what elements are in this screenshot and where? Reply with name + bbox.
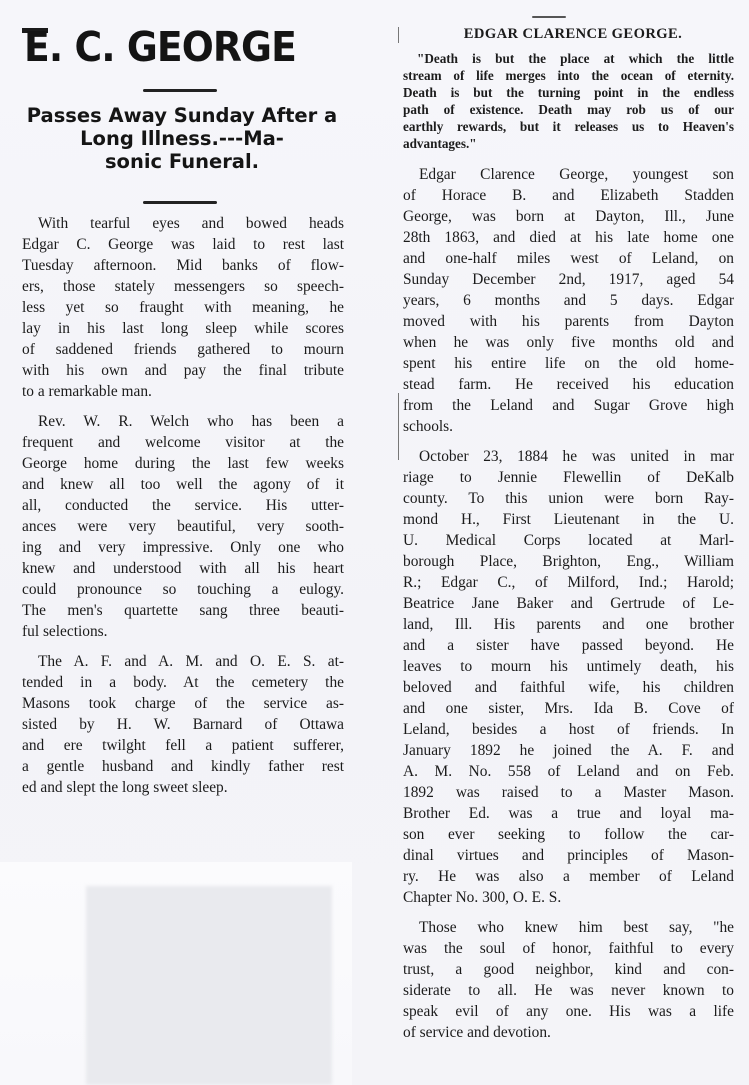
text-line: George, was born at Dayton, Ill., June [403, 208, 734, 225]
text-line: a gentle husband and kindly father rest [22, 758, 344, 775]
text-line: ful selections. [22, 623, 108, 640]
column-divider [398, 393, 399, 433]
text-line: Tuesday afternoon. Mid banks of flow- [22, 257, 344, 274]
text-line: R.; Edgar C., of Milford, Ind.; Harold; [403, 574, 734, 591]
text-line: stead farm. He received his education [403, 376, 734, 393]
text-line: of saddened friends gathered to mourn [22, 341, 344, 358]
text-line: mond H., First Lieutenant in the U. [403, 511, 734, 528]
text-line: to a remarkable man. [22, 383, 152, 400]
left-article-body [22, 213, 344, 798]
text-line: from the Leland and Sugar Grove high [403, 397, 734, 414]
text-line: January 1892 he joined the A. F. and [403, 742, 734, 759]
text-line: A. M. No. 558 of Leland and on Feb. [403, 763, 734, 780]
text-line: land, Ill. His parents and one brother [403, 616, 734, 633]
quote-line: advantages." [403, 136, 477, 151]
text-line: October 23, 1884 he was united in mar [419, 448, 734, 465]
text-line: all, conducted the service. His utter- [22, 497, 344, 514]
text-line: and knew all too well the agony of it [22, 476, 344, 493]
headline-divider [143, 89, 217, 92]
text-line: The men's quartette sang three beauti- [22, 602, 344, 619]
text-line: ers, those stately messengers so speech- [22, 278, 344, 295]
text-line: years, 6 months and 5 days. Edgar [403, 292, 734, 309]
text-line: with his own and pay the final tribute [22, 362, 344, 379]
text-line: of Horace B. and Elizabeth Stadden [403, 187, 734, 204]
text-line: leaves to mourn his untimely death, his [403, 658, 734, 675]
right-title-ink-mark [532, 16, 566, 18]
epigraph-quote [403, 50, 734, 152]
text-line: spent his entire life on the old home- [403, 355, 734, 372]
text-line: knew and understood with all his heart [22, 560, 344, 577]
text-line: Edgar C. George was laid to rest last [22, 236, 344, 253]
paragraph-gap [403, 908, 734, 917]
subheadline [10, 104, 354, 173]
text-line: moved with his parents from Dayton [403, 313, 734, 330]
text-line: Those who knew him best say, "he [419, 919, 734, 936]
text-line: siderate to all. He was never known to [403, 982, 734, 999]
text-line: beloved and faithful wife, his children [403, 679, 734, 696]
text-line: and one sister, Mrs. Ida B. Cove of [403, 700, 734, 717]
subheadline-line: sonic Funeral. [104, 150, 260, 173]
text-line: trust, a good neighbor, kind and con- [403, 961, 734, 978]
text-line: Chapter No. 300, O. E. S. [403, 889, 562, 906]
text-line: Masons took charge of the service as- [22, 695, 344, 712]
text-line: of service and devotion. [403, 1024, 551, 1041]
text-line: and ere twilght fell a patient sufferer, [22, 737, 344, 754]
text-line: Leland, besides a host of friends. In [403, 721, 734, 738]
quote-line: "Death is but the place at which the little [417, 51, 734, 66]
text-line: could pronounce so touching a eulogy. [22, 581, 344, 598]
subheadline-divider [143, 201, 217, 204]
quote-line: path of existence. Death may rob us of our [403, 102, 734, 117]
text-line: son ever seeking to follow the car- [403, 826, 734, 843]
text-line: The A. F. and A. M. and O. E. S. at- [38, 653, 344, 670]
text-line: speak evil of any one. His was a life [403, 1003, 734, 1020]
text-line: when he was only five months old and [403, 334, 734, 351]
text-line: With tearful eyes and bowed heads [38, 215, 344, 232]
text-line: Beatrice Jane Baker and Gertrude of Le- [403, 595, 734, 612]
text-line: Brother Ed. was a true and loyal ma- [403, 805, 734, 822]
right-article-title: EDGAR CLARENCE GEORGE. [463, 26, 683, 42]
quote-line: earthly rewards, but it releases us to Heaven's [403, 119, 734, 134]
text-line: county. To this union were born Ray- [403, 490, 734, 507]
text-line: ry. He was also a member of Leland [403, 868, 734, 885]
text-line: George home during the last few weeks [22, 455, 344, 472]
subheadline-line: Long Illness.---Ma- [80, 127, 284, 150]
subheadline-line: Passes Away Sunday After a [26, 104, 338, 127]
headline: E. C. GEORGE [24, 23, 296, 71]
text-line: tended in a body. At the cemetery the [22, 674, 344, 691]
paper-scrap-shadow [86, 886, 332, 1085]
text-line: and one-half miles west of Leland, on [403, 250, 734, 267]
column-divider [398, 430, 399, 460]
text-line: 1892 was raised to a Master Mason. [403, 784, 734, 801]
text-line: lay in his last long sleep while scores [22, 320, 344, 337]
text-line: borough Place, Brighton, Eng., William [403, 553, 734, 570]
text-line: riage to Jennie Flewellin of DeKalb [403, 469, 734, 486]
text-line: dinal virtues and principles of Mason- [403, 847, 734, 864]
quote-line: Death is but the turning point in the endless [403, 85, 734, 100]
text-line: ing and very impressive. Only one who [22, 539, 344, 556]
text-line: 28th 1863, and died at his late home one [403, 229, 734, 246]
text-line: was the soul of honor, faithful to every [403, 940, 734, 957]
text-line: ed and slept the long sweet sleep. [22, 779, 228, 796]
text-line: less yet so fraught with meaning, he [22, 299, 344, 316]
column-divider [398, 27, 399, 43]
quote-line: stream of life merges into the ocean of eternity. [403, 68, 734, 83]
text-line: Sunday December 2nd, 1917, aged 54 [403, 271, 734, 288]
text-line: Edgar Clarence George, youngest son [419, 166, 734, 183]
text-line: sisted by H. W. Barnard of Ottawa [22, 716, 344, 733]
text-line: Rev. W. R. Welch who has been a [38, 413, 344, 430]
text-line: frequent and welcome visitor at the [22, 434, 344, 451]
text-line: U. Medical Corps located at Marl- [403, 532, 734, 549]
paragraph-gap [22, 402, 344, 411]
text-line: schools. [403, 418, 454, 435]
right-article-body [403, 164, 734, 1043]
paragraph-gap [403, 437, 734, 446]
text-line: and a sister have passed beyond. He [403, 637, 734, 654]
text-line: ances were very beautiful, very sooth- [22, 518, 344, 535]
paragraph-gap [22, 642, 344, 651]
